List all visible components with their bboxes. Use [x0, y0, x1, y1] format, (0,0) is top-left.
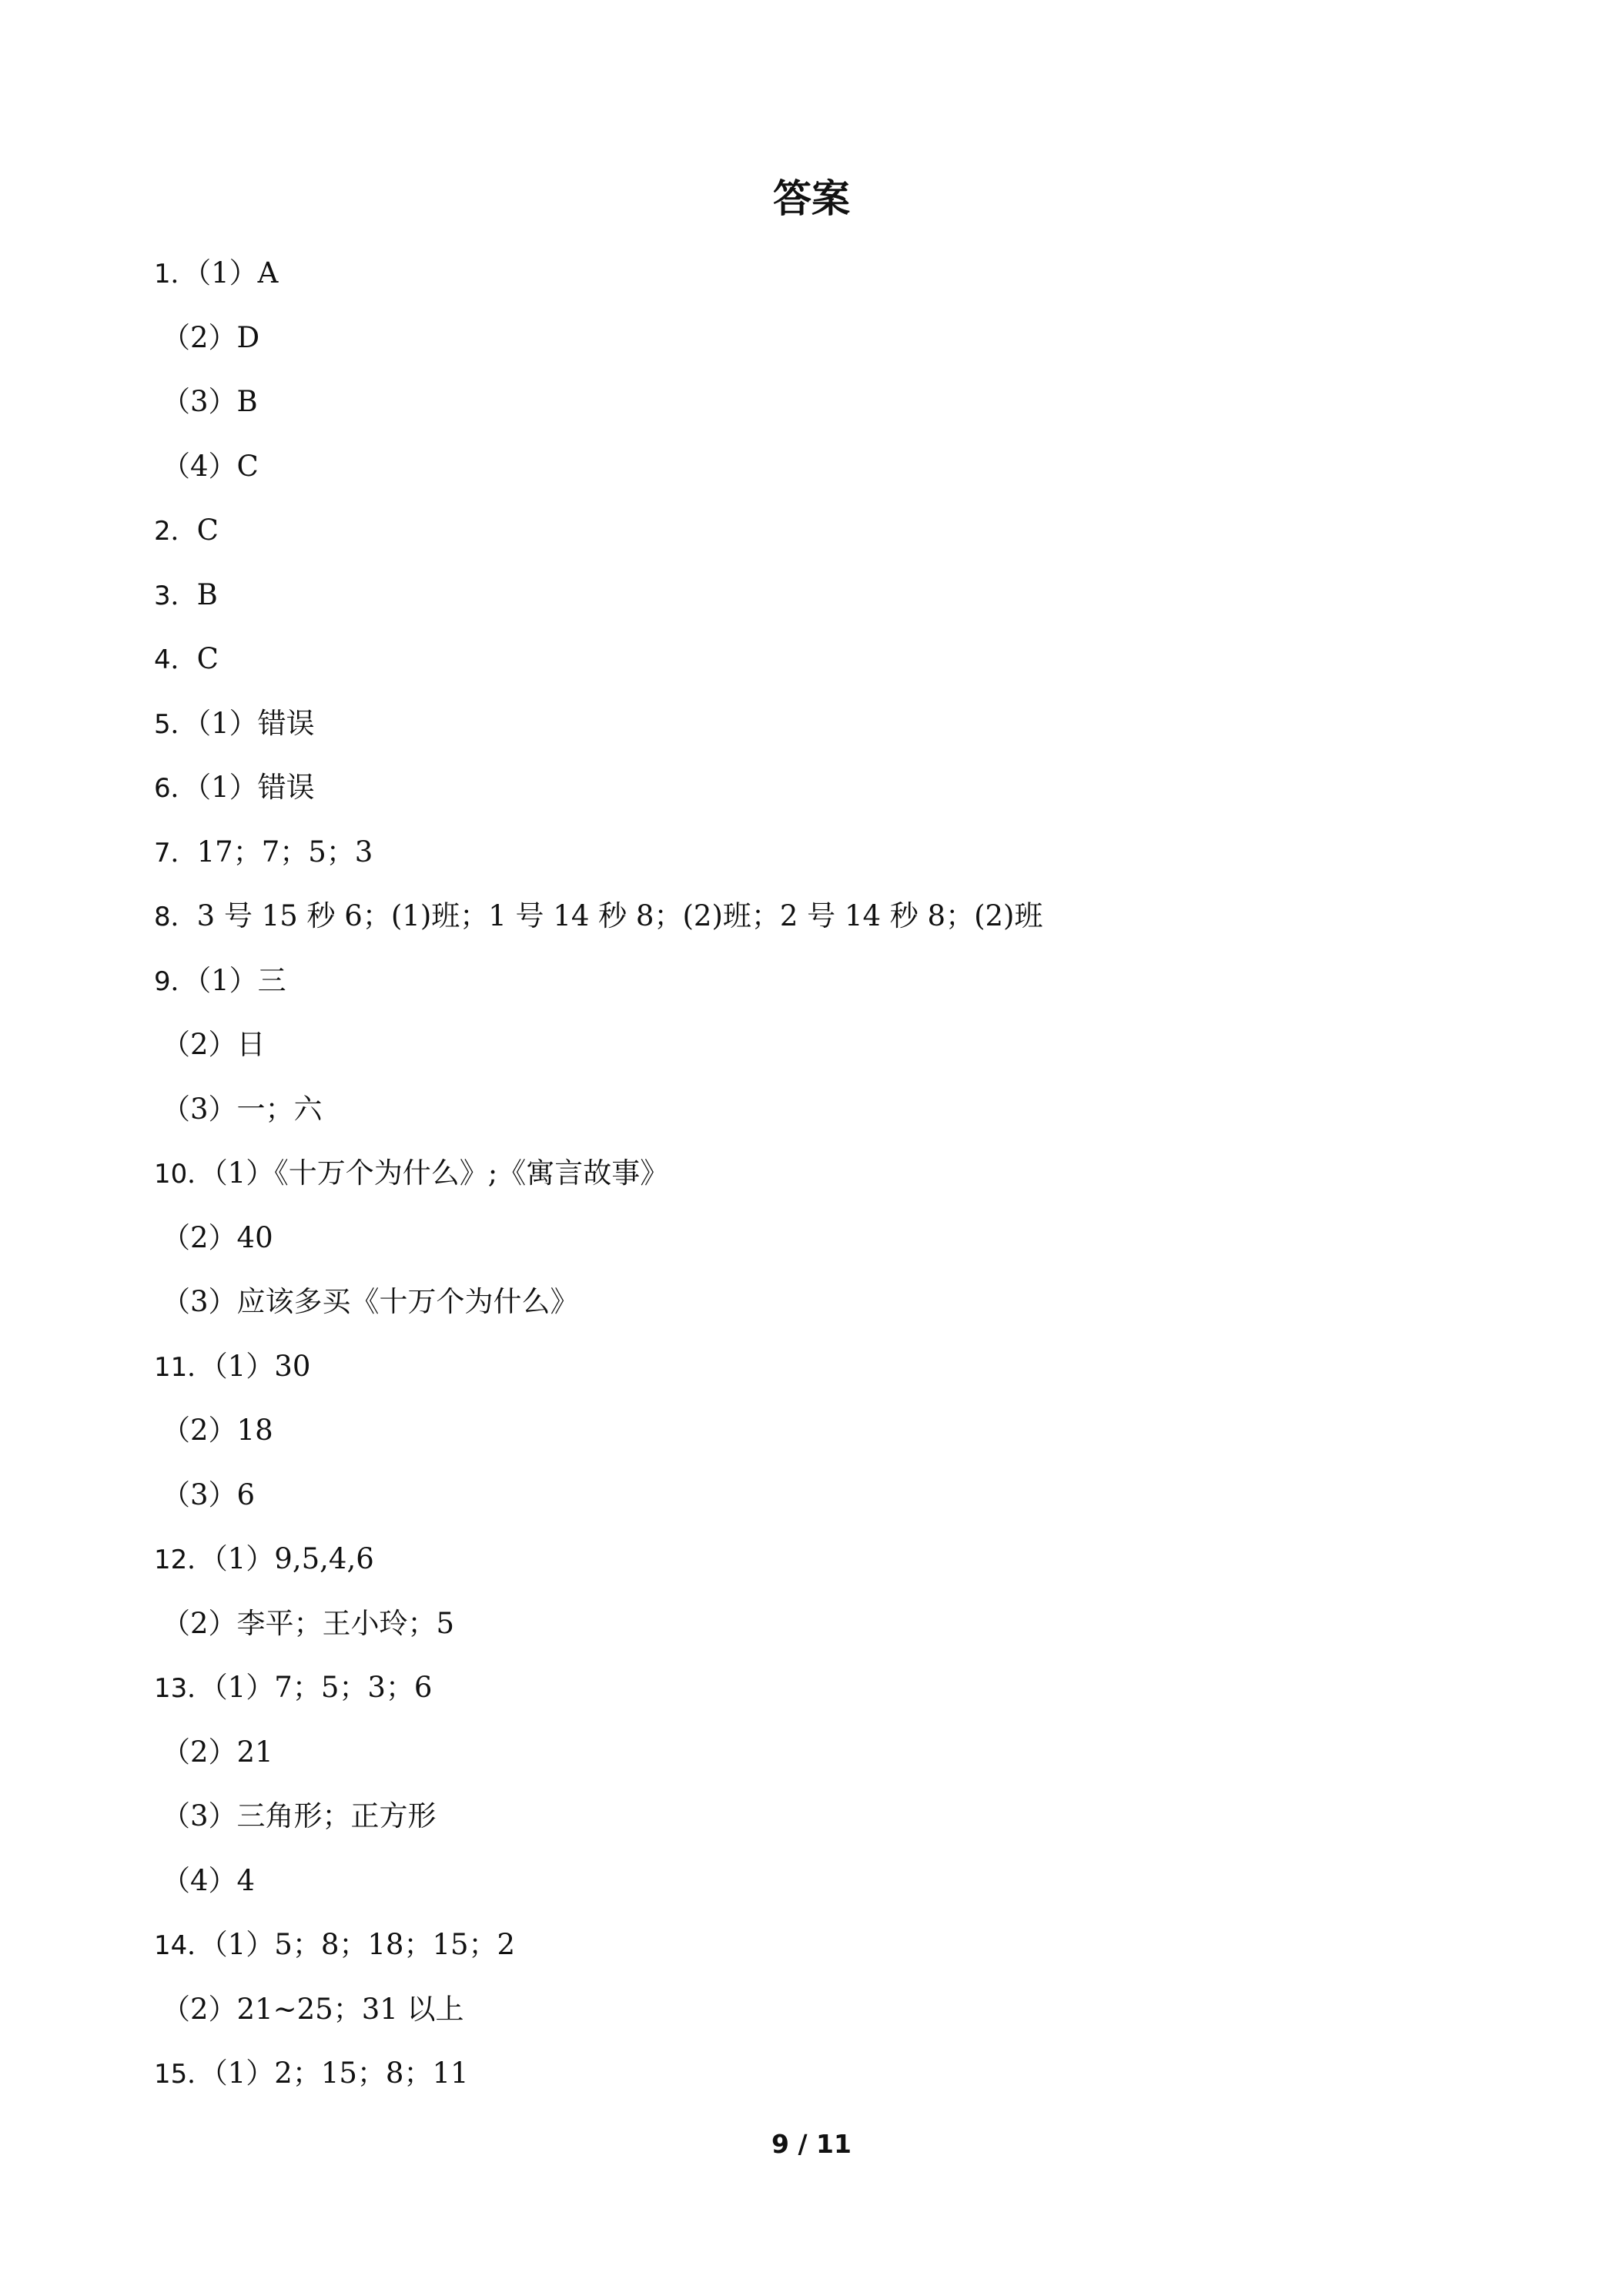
answer-text: （3）6: [162, 1478, 256, 1511]
answer-text: （2）21: [162, 1735, 273, 1769]
answer-text: （1）《十万个为什么》;《寓言故事》: [213, 1156, 669, 1190]
answer-text: （1）A: [196, 256, 279, 290]
question-number: 14．: [154, 1930, 214, 1961]
answer-line: [154, 1922, 1463, 1986]
answer-line: [154, 2050, 1463, 2115]
question-number: 12．: [154, 1545, 214, 1575]
answer-line: [154, 1858, 1463, 1923]
answer-text: （3）B: [162, 385, 258, 418]
answer-text: 17；7；5；3: [196, 835, 373, 869]
question-number: 4．: [154, 644, 197, 675]
page-title: 答案: [773, 176, 850, 221]
question-number: 10．: [154, 1159, 214, 1190]
answer-line: [154, 1601, 1463, 1665]
answer-line: [154, 507, 1463, 572]
answer-text: （1）7；5；3；6: [213, 1671, 433, 1704]
answer-line: [154, 1344, 1463, 1408]
answer-line: [154, 1150, 1463, 1215]
answer-line: [154, 250, 1463, 315]
question-number: 5．: [154, 708, 197, 740]
answer-text: 3 号 15 秒 6；(1)班；1 号 14 秒 8；(2)班；2 号 14 秒 8；(2)班: [196, 899, 1043, 932]
answer-text: （2）21~25；31 以上: [162, 1992, 464, 2026]
answer-line: [154, 1986, 1463, 2051]
answer-text: （2）40: [162, 1220, 273, 1254]
question-number: 6．: [154, 773, 197, 804]
answer-text: （1）错误: [196, 771, 315, 804]
answer-line: [154, 1729, 1463, 1794]
question-number: 3．: [154, 580, 197, 611]
question-number: 13．: [154, 1673, 214, 1704]
answer-text: （3）一；六: [162, 1092, 323, 1126]
question-number: 1．: [154, 259, 197, 290]
answer-text: B: [196, 577, 218, 611]
answer-line: [154, 1472, 1463, 1537]
answer-text: （1）三: [196, 963, 286, 997]
answer-text: （1）2；15；8；11: [213, 2057, 469, 2090]
answer-line: [154, 315, 1463, 380]
answer-text: （3）三角形；正方形: [162, 1799, 437, 1832]
question-number: 15．: [154, 2059, 214, 2090]
answer-text: （2）D: [162, 320, 260, 354]
answer-text: （2）18: [162, 1414, 273, 1447]
answer-line: [154, 1215, 1463, 1280]
page-number: 9 / 11: [771, 2129, 852, 2159]
answer-text: （1）错误: [196, 706, 315, 740]
answer-line: [154, 1536, 1463, 1601]
answer-text: （3）应该多买《十万个为什么》: [162, 1285, 579, 1318]
question-number: 9．: [154, 966, 197, 997]
answer-text: （2）日: [162, 1028, 266, 1061]
question-number: 8．: [154, 902, 197, 932]
question-number: 7．: [154, 837, 197, 869]
answer-line: [154, 829, 1463, 894]
answer-line: [154, 701, 1463, 765]
answer-line: [154, 1407, 1463, 1472]
answer-line: [154, 379, 1463, 443]
answer-line: [154, 1086, 1463, 1151]
answer-text: （2）李平；王小玲；5: [162, 1606, 455, 1640]
answer-line: [154, 958, 1463, 1022]
answer-line: [154, 1665, 1463, 1729]
answer-line: [154, 443, 1463, 508]
answer-line: [154, 572, 1463, 637]
answer-line: [154, 1022, 1463, 1086]
question-number: 11．: [154, 1351, 214, 1383]
answer-line: [154, 636, 1463, 701]
answer-list: [154, 250, 1463, 2115]
answer-text: （1）5；8；18；15；2: [213, 1928, 516, 1961]
answer-text: （4）4: [162, 1863, 256, 1897]
answer-line: [154, 765, 1463, 829]
answer-text: （1）30: [213, 1349, 311, 1383]
answer-text: （1）9,5,4,6: [213, 1542, 374, 1575]
answer-line: [154, 893, 1463, 958]
answer-line: [154, 1793, 1463, 1858]
answer-line: [154, 1279, 1463, 1344]
answer-text: （4）C: [162, 449, 259, 483]
answer-text: C: [196, 514, 219, 547]
question-number: 2．: [154, 516, 197, 547]
answer-text: C: [196, 642, 219, 675]
